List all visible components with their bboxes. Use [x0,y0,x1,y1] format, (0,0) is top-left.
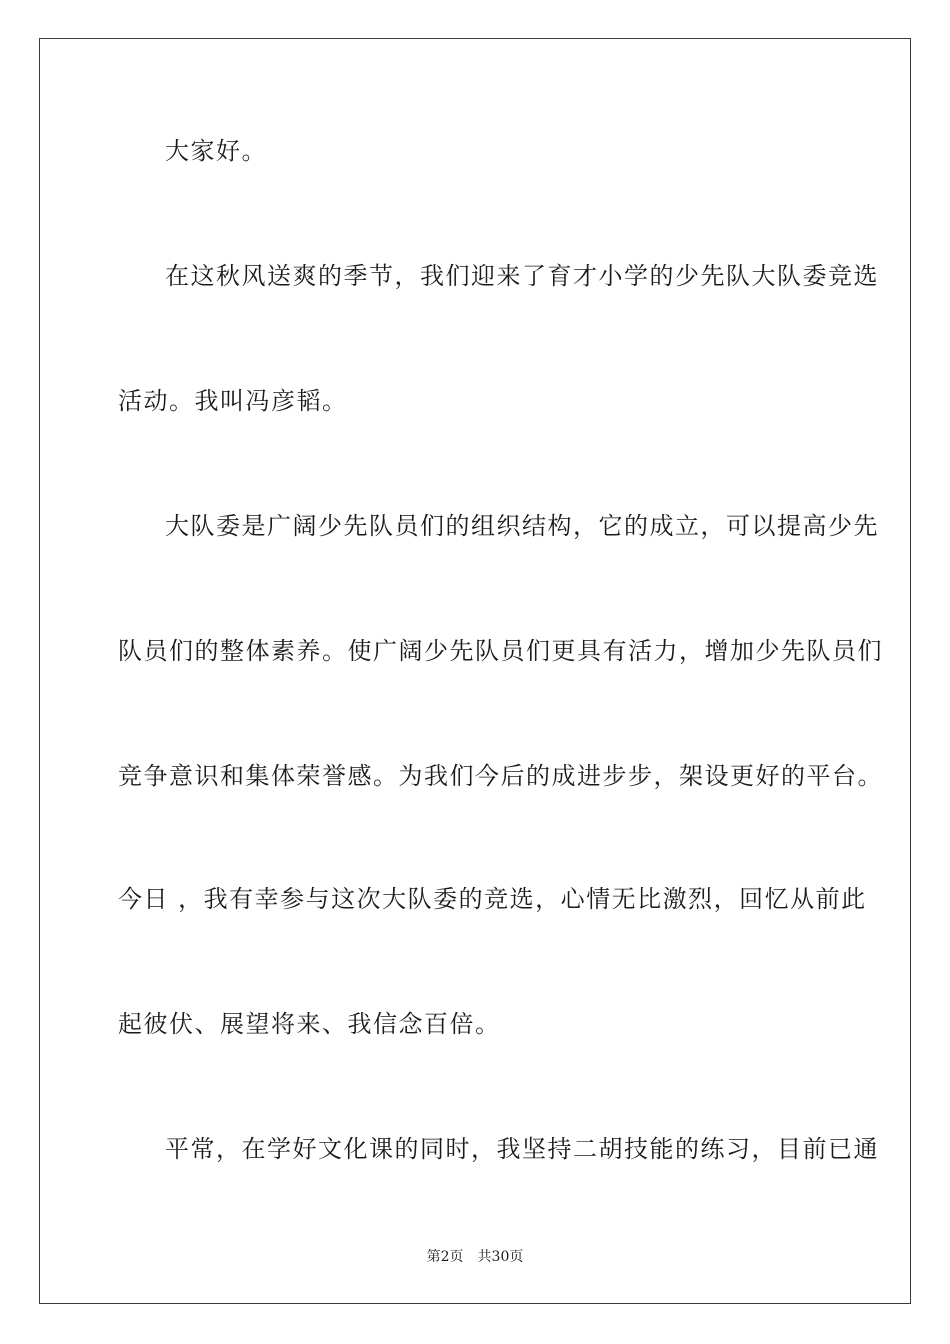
paragraph-line: 起彼伏、展望将来、我信念百倍。 [118,1010,501,1038]
paragraph-line: 今日 ，我有幸参与这次大队委的竞选，心情无比激烈，回忆从前此 [118,885,867,913]
paragraph-line: 大队委是广阔少先队员们的组织结构，它的成立，可以提高少先 [165,512,879,540]
paragraph-line: 大家好。 [165,137,267,165]
paragraph-line: 在这秋风送爽的季节，我们迎来了育才小学的少先队大队委竞选 [165,262,879,290]
paragraph-line: 队员们的整体素养。使广阔少先队员们更具有活力，增加少先队员们 [118,637,883,665]
page-border [39,38,911,1304]
page-footer [0,1247,950,1267]
paragraph-line: 竞争意识和集体荣誉感。为我们今后的成进步步，架设更好的平台。 [118,762,883,790]
paragraph-line: 活动。我叫冯彦韬。 [118,387,348,415]
page-number: 第2页 [426,1249,464,1265]
page-total: 共30页 [477,1249,524,1265]
paragraph-line: 平常，在学好文化课的同时，我坚持二胡技能的练习，目前已通 [165,1135,879,1163]
